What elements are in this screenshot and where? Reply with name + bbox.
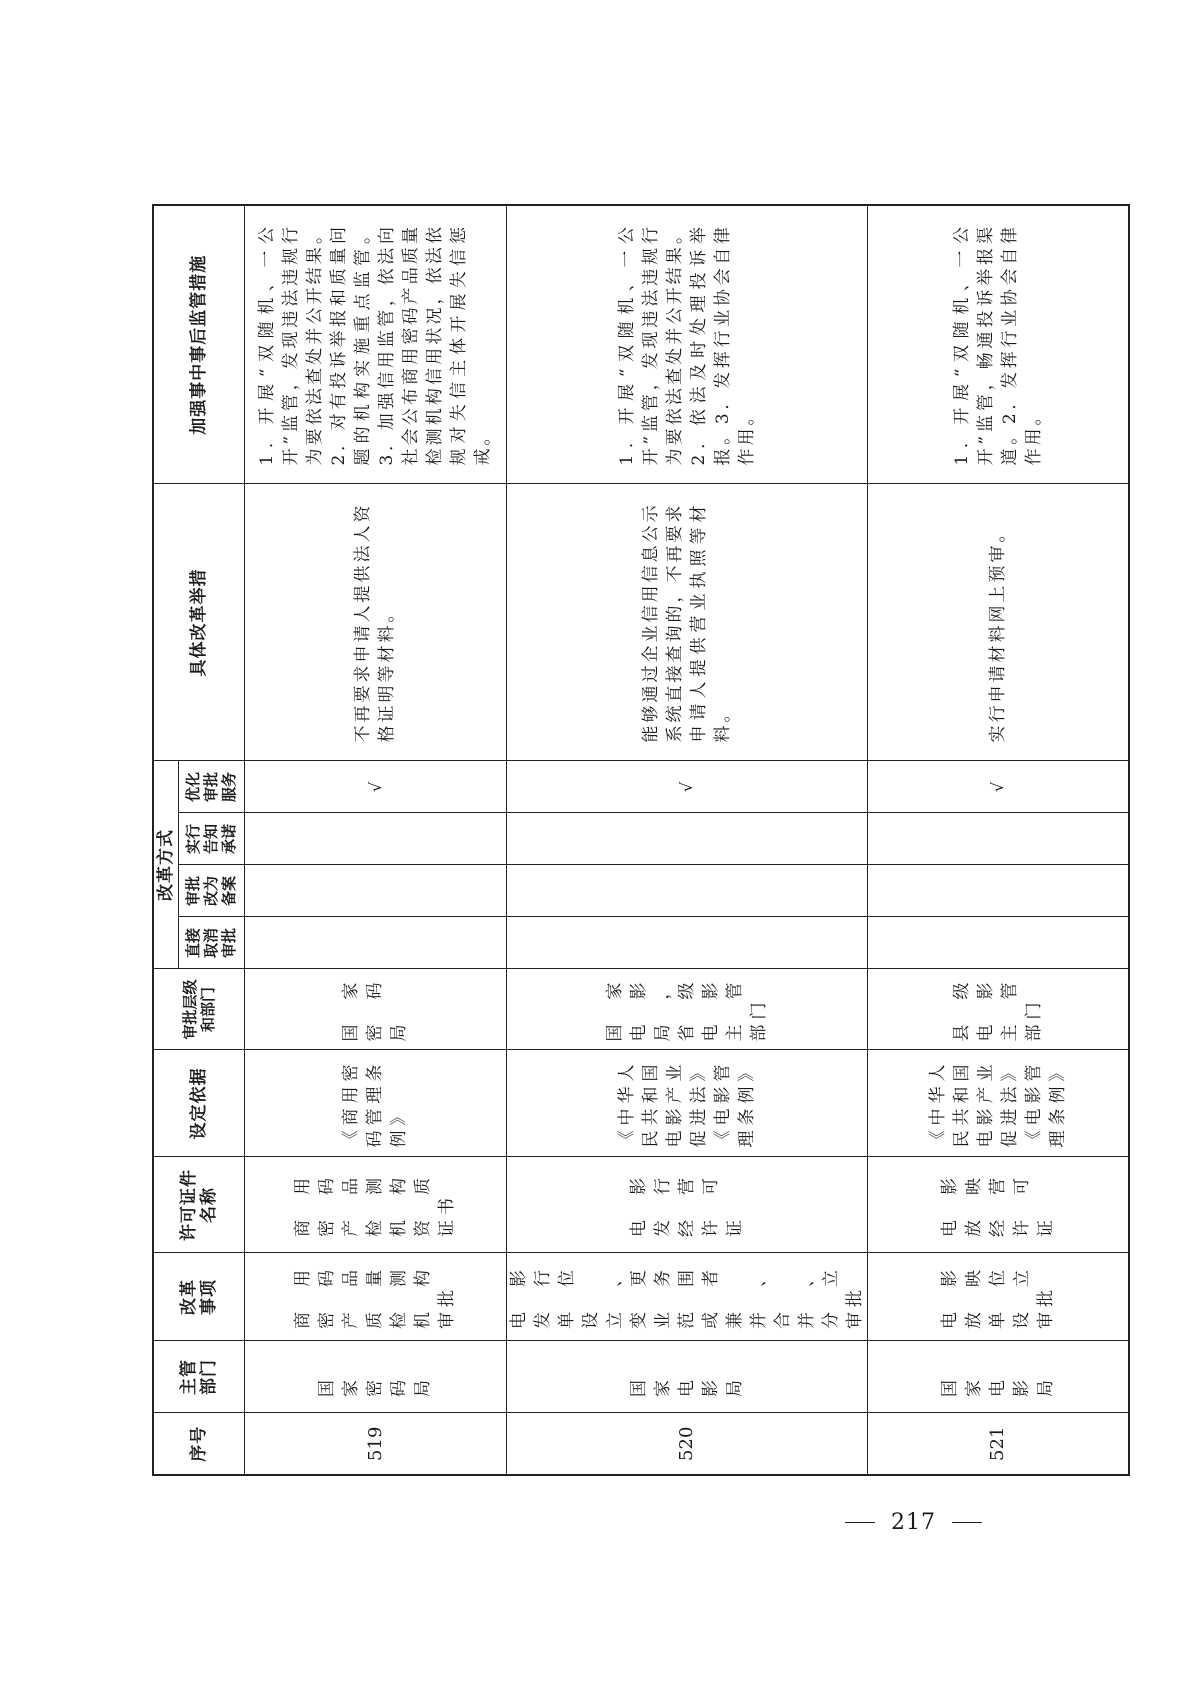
header-mode-notify: 实行告知承诺 bbox=[178, 813, 244, 865]
check-mark: √ bbox=[365, 781, 385, 793]
page-number: 217 bbox=[891, 1510, 936, 1535]
cell-dept: 国家电影局 bbox=[867, 1341, 1129, 1413]
header-level: 审批层级和部门 bbox=[153, 969, 244, 1050]
cell-mode-notify bbox=[244, 813, 506, 865]
header-dept: 主管部门 bbox=[153, 1341, 244, 1413]
cell-mode-cancel bbox=[506, 917, 867, 969]
cell-seq: 521 bbox=[867, 1413, 1129, 1475]
cell-seq: 519 bbox=[244, 1413, 506, 1475]
cell-basis: 《中华人民共和国电影产业促进法》《电影管理条例》 bbox=[506, 1050, 867, 1157]
table-row bbox=[867, 205, 1129, 1475]
header-mode-optimize: 优化审批服务 bbox=[178, 761, 244, 813]
cell-mode-record bbox=[867, 865, 1129, 917]
cell-level: 县级电影主管部门 bbox=[867, 969, 1129, 1050]
check-mark: √ bbox=[988, 781, 1008, 793]
header-mode-cancel: 直接取消审批 bbox=[178, 917, 244, 969]
cell-seq: 520 bbox=[506, 1413, 867, 1475]
cell-mode-cancel bbox=[244, 917, 506, 969]
cell-mode-notify bbox=[506, 813, 867, 865]
cell-item: 电影发行单位设立、变更业务范围或者兼并、合并、分立审批 bbox=[506, 1253, 867, 1341]
cell-item: 商用密码产品质量检测机构审批 bbox=[244, 1253, 506, 1341]
cell-license: 商用密码产品检测机构资质证书 bbox=[244, 1157, 506, 1253]
rotated-table-container bbox=[152, 206, 1068, 1476]
header-item: 改革事项 bbox=[153, 1253, 244, 1341]
table-row bbox=[244, 205, 506, 1475]
table-row bbox=[506, 205, 867, 1475]
header-supervision: 加强事中事后监管措施 bbox=[153, 205, 244, 484]
cell-mode-record bbox=[244, 865, 506, 917]
cell-license: 电影放映经营许可证 bbox=[867, 1157, 1129, 1253]
cell-mode-cancel bbox=[867, 917, 1129, 969]
cell-item: 电影放映单位设立审批 bbox=[867, 1253, 1129, 1341]
cell-mode-optimize bbox=[867, 761, 1129, 813]
reform-table bbox=[152, 204, 1130, 1476]
cell-measures: 实行申请材料网上预审。 bbox=[867, 484, 1129, 761]
header-row-1 bbox=[153, 205, 178, 1475]
cell-dept: 国家电影局 bbox=[506, 1341, 867, 1413]
header-mode-record: 审批改为备案 bbox=[178, 865, 244, 917]
cell-mode-notify bbox=[867, 813, 1129, 865]
cell-mode-optimize bbox=[506, 761, 867, 813]
page-footer bbox=[845, 1510, 982, 1535]
dash-left bbox=[845, 1522, 875, 1523]
header-measures: 具体改革举措 bbox=[153, 484, 244, 761]
header-reform-mode: 改革方式 bbox=[153, 761, 178, 969]
cell-dept: 国家密码局 bbox=[244, 1341, 506, 1413]
cell-license: 电影发行经营许可证 bbox=[506, 1157, 867, 1253]
cell-supervision: 1．开展“双随机、一公开”监管，发现违法违规行为要依法查处并公开结果。2．依法及时处理投诉举报。3．发挥行业协会自律作用。 bbox=[506, 205, 867, 484]
cell-measures: 不再要求申请人提供法人资格证明等材料。 bbox=[244, 484, 506, 761]
cell-supervision: 1．开展“双随机、一公开”监管，发现违法违规行为要依法查处并公开结果。2．对有投诉举报和质量问题的机构实施重点监管。3．加强信用监管，依法向社会公布商用密码产品质量检测机构信用状况，依法依规对失信主体开展失信惩戒。 bbox=[244, 205, 506, 484]
header-seq: 序号 bbox=[153, 1413, 244, 1475]
cell-basis: 《中华人民共和国电影产业促进法》《电影管理条例》 bbox=[867, 1050, 1129, 1157]
cell-basis: 《商用密码管理条例》 bbox=[244, 1050, 506, 1157]
cell-supervision: 1．开展“双随机、一公开”监管，畅通投诉举报渠道。2．发挥行业协会自律作用。 bbox=[867, 205, 1129, 484]
dash-right bbox=[952, 1522, 982, 1523]
cell-mode-optimize bbox=[244, 761, 506, 813]
cell-level: 国家密码局 bbox=[244, 969, 506, 1050]
cell-mode-record bbox=[506, 865, 867, 917]
cell-measures: 能够通过企业信用信息公示系统直接查询的，不再要求申请人提供营业执照等材料。 bbox=[506, 484, 867, 761]
cell-level: 国家电影局，省级电影主管部门 bbox=[506, 969, 867, 1050]
header-basis: 设定依据 bbox=[153, 1050, 244, 1157]
header-license: 许可证件名称 bbox=[153, 1157, 244, 1253]
check-mark: √ bbox=[677, 781, 696, 793]
